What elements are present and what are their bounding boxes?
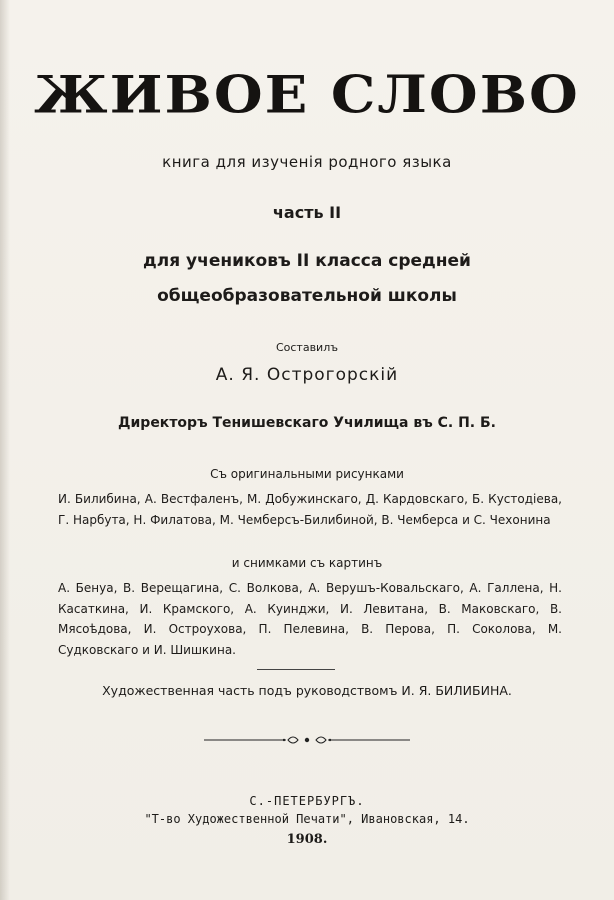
imprint-printer: "Т-во Художественной Печати", Ивановская, 14. [144, 812, 470, 826]
compiled-by-label: Составилъ [275, 341, 339, 354]
ornament-divider [204, 733, 410, 747]
drawings-label: Съ оригинальными рисунками [210, 467, 404, 481]
art-direction-credit: Художественная часть подъ руководствомъ И. Я. БИЛИБИНА. [102, 683, 512, 698]
imprint-year: 1908. [286, 832, 328, 847]
author-name: А. Я. Острогорскій [215, 365, 399, 385]
book-title: ЖИВОЕ СЛОВО [34, 64, 580, 126]
page-edge-shadow [0, 0, 10, 900]
photos-label: и снимками съ картинъ [231, 556, 383, 570]
part-number: часть II [272, 203, 342, 222]
imprint-city: С.-ПЕТЕРБУРГЪ. [249, 794, 365, 808]
audience-line-1: для учениковъ II класса средней [143, 251, 471, 271]
illustrators-list: И. Билибина, А. Вестфаленъ, М. Добужинскаго, Д. Кардовскаго, Б. Кустодіева, Г. Нарбута, Н. Филатова, М. Чемберсъ-Билибиной, В. Чемберса и С. Чехонина [58, 492, 562, 527]
divider-rule [257, 669, 335, 670]
audience-block [0, 244, 614, 314]
painters-list: А. Бенуа, В. Верещагина, С. Волкова, А. Верушъ-Ковальскаго, А. Галлена, Н. Касаткина, И. Крамского, А. Куинджи, И. Левитана, В. Маковскаго, В. Мясоѣдова, И. Остроухова, П. Пелевина, В. Перова, П. Соколова, М. Судковскаго и И. Шишкина. [58, 581, 562, 657]
book-subtitle: книга для изученія родного языка [162, 153, 452, 171]
author-position: Директоръ Тенишевскаго Училища въ С. П. Б. [118, 415, 496, 431]
audience-line-2: общеобразовательной школы [157, 286, 457, 306]
